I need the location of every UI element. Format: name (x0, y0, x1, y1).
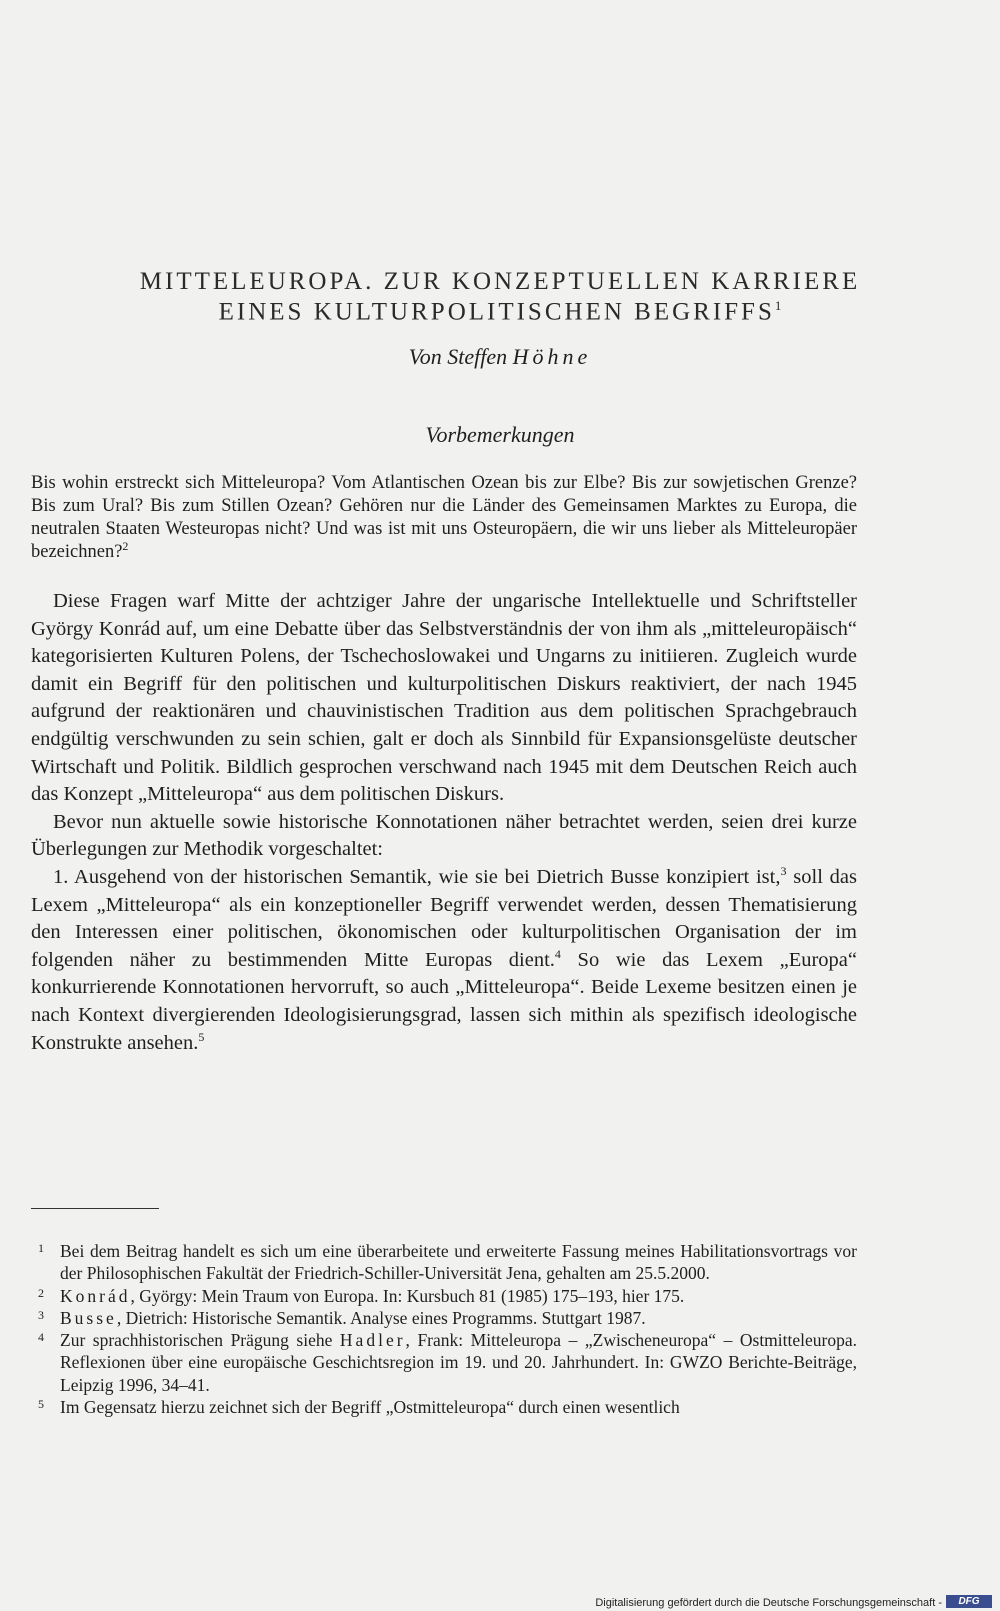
footnote-4: 4 Zur sprachhistorischen Prägung siehe Hadler, Frank: Mitteleuropa – „Zwischeneuropa“ – Ostmitteleuropa. Reflexionen über eine europäische Geschichtsregion im 19. und 20. Jahrhundert. In: GWZO Berichte-Beiträge, Leipzig 1996, 34–41. (31, 1329, 857, 1396)
footnotes (31, 1240, 857, 1418)
author-byline: Von Steffen Höhne (408, 344, 592, 369)
digitization-note: Digitalisierung gefördert durch die Deutsche Forschungsgemeinschaft - (595, 1597, 942, 1609)
epigraph-quote: Bis wohin erstreckt sich Mitteleuropa? Vom Atlantischen Ozean bis zur Elbe? Bis zur sowjetischen Grenze? Bis zum Ural? Bis zum Stillen Ozean? Gehören nur die Länder des Gemeinsamen Marktes zu Europa, die neutralen Staaten Westeuropas nicht? Und was ist mit uns Osteuropäern, die wir uns lieber als Mitteleuropäer bezeichnen?$^2$ (31, 473, 857, 562)
article-title-line-1: MITTELEUROPA. ZUR KONZEPTUELLEN KARRIERE (139, 268, 861, 295)
footnote-number: 1 (38, 1241, 44, 1255)
section-heading: Vorbemerkungen (425, 422, 575, 447)
footnote-ref-1[interactable]: 1 (774, 298, 782, 313)
footnote-separator (31, 1208, 159, 1209)
footnote-number: 5 (38, 1397, 44, 1412)
footnote-3: 3 Busse, Dietrich: Historische Semantik. Analyse eines Programms. Stuttgart 1987. (31, 1307, 857, 1329)
footnote-5: 5 Im Gegensatz hierzu zeichnet sich der Begriff „Ostmitteleuropa“ durch einen wesentlich (31, 1396, 857, 1418)
paragraph-3: 1. Ausgehend von der historischen Semantik, wie sie bei Dietrich Busse konzipiert ist,$^3$ soll das Lexem „Mitteleuropa“ als ein konzeptioneller Begriff verwendet werden, dessen Thematisierung den Interessen einer politischen, ökonomischen oder kulturpolitischen Organisation der im folgenden näher zu bestimmenden Mitte Europas dient.$^4$ So wie das Lexem „Europa“ konkurrierende Konnotationen hervorruft, so auch „Mitteleuropa“. Beide Lexeme besitzen einen je nach Kontext divergierenden Ideologisierungsgrad, lassen sich mithin als spezifisch ideologische Konstrukte ansehen.$^5$ (31, 864, 857, 1054)
footnote-number: 2 (38, 1285, 44, 1300)
paragraph-2: Bevor nun aktuelle sowie historische Konnotationen näher betrachtet werden, seien drei kurze Überlegungen zur Methodik vorgeschaltet: (31, 810, 857, 861)
footnote-number: 4 (38, 1330, 44, 1345)
footnote-ref-5[interactable]: 5 (198, 1029, 205, 1044)
footnote-ref-3[interactable]: 3 (780, 864, 787, 879)
paragraph-1: Diese Fragen warf Mitte der achtziger Jahre der ungarische Intellektuelle und Schriftsteller György Konrád auf, um eine Debatte über das Selbstverständnis der von ihm als „mitteleuropäisch“ kategorisierten Kulturen Polens, der Tschechoslowakei und Ungarns zu initiieren. Zugleich wurde damit ein Begriff für den politischen und kulturpolitischen Diskurs reaktiviert, der nach 1945 aufgrund der reaktionären und chauvinistischen Tradition aus dem politischen Sprachgebrauch endgültig verschwunden zu sein schien, galt er doch als Sinnbild für Expansionsgelüste deutscher Wirtschaft und Politik. Bildlich gesprochen verschwand nach 1945 mit dem Deutschen Reich auch das Konzept „Mitteleuropa“ aus dem politischen Diskurs. (31, 590, 857, 806)
footnote-ref-4[interactable]: 4 (554, 946, 561, 961)
footnote-1: 1 Bei dem Beitrag handelt es sich um eine überarbeitete und erweiterte Fassung meines Habilitationsvortrags vor der Philosophischen Fakultät der Friedrich-Schiller-Universität Jena, gehalten am 25.5.2000. (31, 1240, 857, 1285)
article-title-line-2: EINES KULTURPOLITISCHEN BEGRIFFS$^1$ (218, 298, 782, 326)
body-text (31, 588, 857, 1057)
dfg-logo: DFG (946, 1595, 992, 1608)
footnote-ref-2[interactable]: 2 (122, 538, 129, 553)
footnote-2: 2 Konrád, György: Mein Traum von Europa. In: Kursbuch 81 (1985) 175–193, hier 175. (31, 1285, 857, 1307)
footnote-number: 3 (38, 1307, 44, 1322)
